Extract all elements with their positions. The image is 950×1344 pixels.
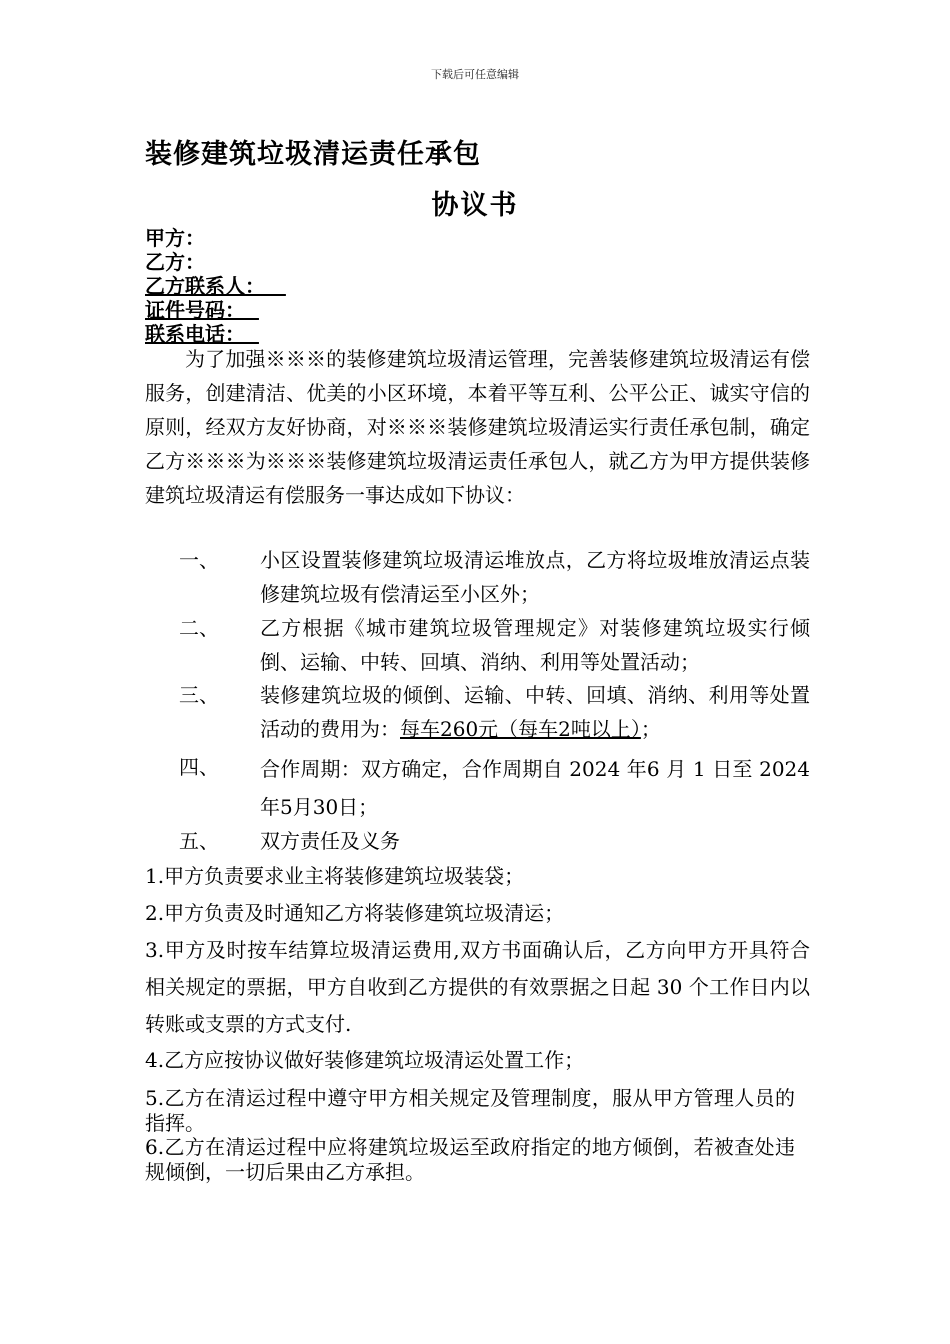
clause-text-before: 装修建筑垃圾的倾倒、运输、中转、回填、消纳、利用等处置活动的费用为： [260, 683, 810, 741]
id-number-label [145, 298, 286, 322]
document-title: 装修建筑垃圾清运责任承包 [145, 139, 481, 170]
clause-text: 合作周期：双方确定，合作周期自 2024 年6 月 1 日至 2024年5月30日； [260, 757, 810, 819]
duty-item-4: 4.乙方应按协议做好装修建筑垃圾清运处置工作； [145, 1048, 585, 1072]
contact-label-text: 乙方联系人： [145, 274, 265, 298]
id-number-label-text: 证件号码： [145, 298, 245, 322]
clause-2 [145, 611, 810, 679]
clause-text: 小区设置装修建筑垃圾清运堆放点，乙方将垃圾堆放清运点装修建筑垃圾有偿清运至小区外； [260, 548, 810, 606]
duty-item-5: 5.乙方在清运过程中遵守甲方相关规定及管理制度，服从甲方管理人员的指挥。 [145, 1086, 795, 1135]
party-b-label: 乙方： [145, 250, 205, 274]
clause-5 [145, 824, 810, 858]
fee-amount: 每车260元（每车2吨以上） [400, 717, 641, 741]
duty-item-1: 1.甲方负责要求业主将装修建筑垃圾装袋； [145, 864, 525, 888]
clause-3 [145, 678, 810, 746]
clause-text: 乙方根据《城市建筑垃圾管理规定》对装修建筑垃圾实行倾倒、运输、中转、回填、消纳、利用等处置活动； [260, 616, 810, 674]
document-subtitle: 协议书 [431, 190, 519, 221]
clause-text [260, 678, 810, 746]
clause-1 [145, 543, 810, 611]
duty-item-6: 6.乙方在清运过程中应将建筑垃圾运至政府指定的地方倾倒，若被查处违规倾倒，一切后果由乙方承担。 [145, 1135, 795, 1184]
parties-block [145, 226, 286, 346]
party-b-contact-label [145, 274, 286, 298]
intro-paragraph: 为了加强※※※的装修建筑垃圾清运管理，完善装修建筑垃圾清运有偿服务，创建清洁、优美的小区环境，本着平等互利、公平公正、诚实守信的原则，经双方友好协商，对※※※装修建筑垃圾清运实行责任承包制，确定乙方※※※为※※※装修建筑垃圾清运责任承包人，就乙方为甲方提供装修建筑垃圾清运有偿服务一事达成如下协议： [145, 347, 810, 507]
clause-4 [145, 750, 810, 826]
party-a-label: 甲方： [145, 226, 205, 250]
clause-text-after: ； [640, 717, 661, 741]
phone-label-text: 联系电话： [145, 322, 245, 346]
duty-item-3: 3.甲方及时按车结算垃圾清运费用,双方书面确认后，乙方向甲方开具符合相关规定的票据，甲方自收到乙方提供的有效票据之日起 30 个工作日内以转账或支票的方式支付. [145, 938, 810, 1036]
clause-number: 一、 [179, 548, 219, 572]
clause-text: 双方责任及义务 [260, 829, 400, 853]
clause-number: 五、 [179, 829, 219, 853]
duty-item-2: 2.甲方负责及时通知乙方将装修建筑垃圾清运； [145, 901, 565, 925]
clause-number: 二、 [179, 616, 219, 640]
clause-number: 四、 [179, 755, 219, 779]
header-note: 下载后可任意编辑 [431, 68, 519, 81]
clause-number: 三、 [179, 683, 219, 707]
